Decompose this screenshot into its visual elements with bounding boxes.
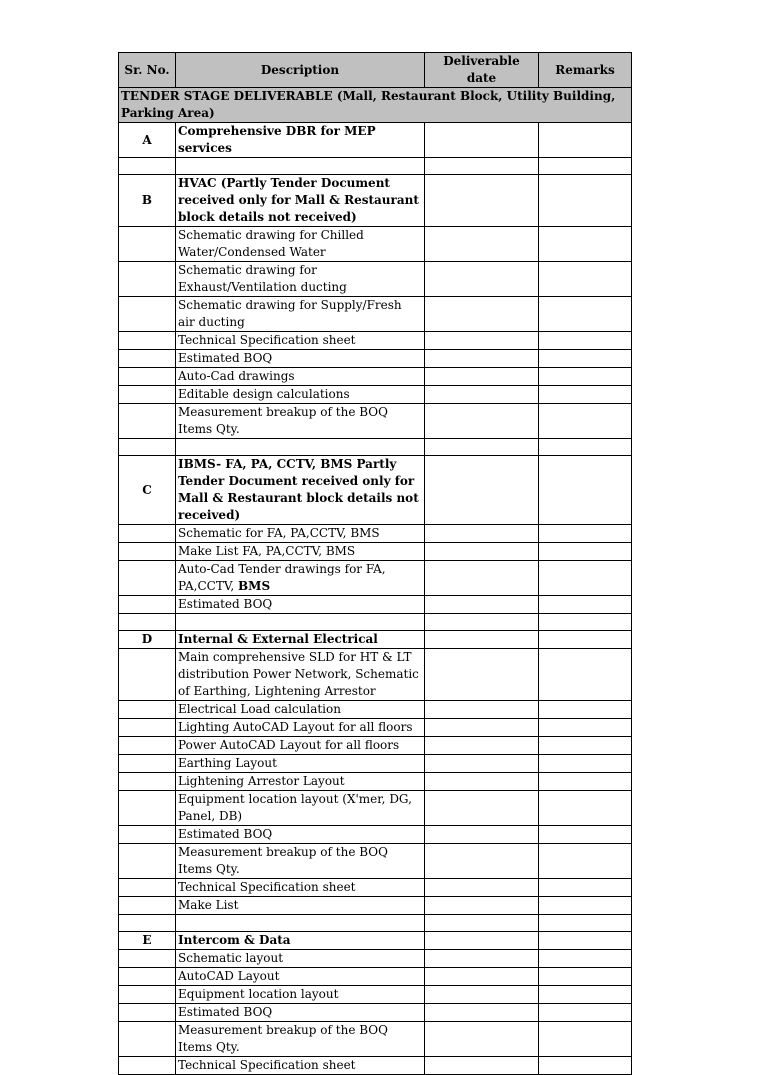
description-cell: Measurement breakup of the BOQ Items Qty.	[176, 1022, 425, 1057]
deliverable-date-cell	[425, 1022, 539, 1057]
remarks-cell	[539, 737, 632, 755]
deliverable-date-cell	[425, 915, 539, 932]
sr-no-cell	[119, 614, 176, 631]
deliverable-date-cell	[425, 543, 539, 561]
table-row	[119, 227, 632, 262]
description-cell: Estimated BOQ	[176, 350, 425, 368]
deliverable-date-cell	[425, 950, 539, 968]
table-row	[119, 1057, 632, 1075]
remarks-cell	[539, 350, 632, 368]
remarks-cell	[539, 844, 632, 879]
deliverable-date-cell	[425, 404, 539, 439]
sr-no-cell	[119, 986, 176, 1004]
table-row	[119, 123, 632, 158]
deliverable-date-cell	[425, 158, 539, 175]
remarks-cell	[539, 1057, 632, 1075]
sr-no-cell	[119, 158, 176, 175]
deliverable-date-cell	[425, 561, 539, 596]
table-row	[119, 297, 632, 332]
deliverable-date-cell	[425, 262, 539, 297]
sr-no-cell	[119, 773, 176, 791]
sr-no-cell	[119, 844, 176, 879]
description-cell: Main comprehensive SLD for HT & LT distribution Power Network, Schematic of Earthing, Lightening Arrestor	[176, 649, 425, 701]
deliverable-date-cell	[425, 649, 539, 701]
sr-no-cell	[119, 1022, 176, 1057]
table-row	[119, 543, 632, 561]
description-cell: Schematic drawing for Chilled Water/Condensed Water	[176, 227, 425, 262]
remarks-cell	[539, 158, 632, 175]
deliverable-date-cell	[425, 439, 539, 456]
table-row	[119, 596, 632, 614]
description-cell: Schematic drawing for Supply/Fresh air ducting	[176, 297, 425, 332]
table-row	[119, 1022, 632, 1057]
description-cell: Technical Specification sheet	[176, 332, 425, 350]
sr-no-cell	[119, 755, 176, 773]
description-cell: Lightening Arrestor Layout	[176, 773, 425, 791]
sr-no-cell	[119, 404, 176, 439]
description-cell: Electrical Load calculation	[176, 701, 425, 719]
description-cell: AutoCAD Layout	[176, 968, 425, 986]
sr-no-cell: C	[119, 456, 176, 525]
sr-no-cell	[119, 525, 176, 543]
description-cell: Intercom & Data	[176, 932, 425, 950]
description-bold-text: BMS	[238, 579, 271, 593]
header-remarks: Remarks	[539, 53, 632, 88]
table-row	[119, 773, 632, 791]
remarks-cell	[539, 968, 632, 986]
description-cell: Technical Specification sheet	[176, 879, 425, 897]
remarks-cell	[539, 297, 632, 332]
sr-no-cell	[119, 897, 176, 915]
description-cell: HVAC (Partly Tender Document received only for Mall & Restaurant block details not received)	[176, 175, 425, 227]
remarks-cell	[539, 791, 632, 826]
deliverable-date-cell	[425, 123, 539, 158]
description-cell: Editable design calculations	[176, 386, 425, 404]
remarks-cell	[539, 332, 632, 350]
remarks-cell	[539, 368, 632, 386]
remarks-cell	[539, 123, 632, 158]
deliverable-date-cell	[425, 386, 539, 404]
sr-no-cell	[119, 1004, 176, 1022]
remarks-cell	[539, 1004, 632, 1022]
remarks-cell	[539, 701, 632, 719]
blank-row	[119, 158, 632, 175]
deliverable-date-cell	[425, 826, 539, 844]
sr-no-cell: B	[119, 175, 176, 227]
sr-no-cell	[119, 649, 176, 701]
blank-row	[119, 915, 632, 932]
table-row	[119, 561, 632, 596]
description-cell: Comprehensive DBR for MEP services	[176, 123, 425, 158]
table-row	[119, 897, 632, 915]
description-cell: Make List	[176, 897, 425, 915]
table-row	[119, 791, 632, 826]
table-row	[119, 737, 632, 755]
description-cell	[176, 439, 425, 456]
description-cell	[176, 614, 425, 631]
description-cell: Estimated BOQ	[176, 1004, 425, 1022]
remarks-cell	[539, 932, 632, 950]
deliverable-date-cell	[425, 614, 539, 631]
description-cell	[176, 561, 425, 596]
remarks-cell	[539, 1022, 632, 1057]
description-cell: Internal & External Electrical	[176, 631, 425, 649]
description-cell: Estimated BOQ	[176, 826, 425, 844]
deliverable-date-cell	[425, 719, 539, 737]
description-cell: Power AutoCAD Layout for all floors	[176, 737, 425, 755]
deliverable-date-cell	[425, 737, 539, 755]
description-cell: Schematic layout	[176, 950, 425, 968]
description-cell: Technical Specification sheet	[176, 1057, 425, 1075]
table-row	[119, 649, 632, 701]
deliverable-date-cell	[425, 368, 539, 386]
sr-no-cell	[119, 915, 176, 932]
remarks-cell	[539, 826, 632, 844]
description-cell	[176, 158, 425, 175]
sr-no-cell	[119, 332, 176, 350]
table-row	[119, 826, 632, 844]
deliverable-date-cell	[425, 986, 539, 1004]
sr-no-cell: E	[119, 932, 176, 950]
sr-no-cell	[119, 227, 176, 262]
sr-no-cell	[119, 262, 176, 297]
description-text: Auto-Cad Tender drawings for FA, PA,CCTV,	[178, 562, 386, 593]
description-cell: Schematic for FA, PA,CCTV, BMS	[176, 525, 425, 543]
sr-no-cell	[119, 968, 176, 986]
table-row	[119, 262, 632, 297]
deliverable-date-cell	[425, 773, 539, 791]
description-cell: Measurement breakup of the BOQ Items Qty.	[176, 404, 425, 439]
deliverable-date-cell	[425, 525, 539, 543]
table-row	[119, 404, 632, 439]
table-row	[119, 879, 632, 897]
sr-no-cell	[119, 297, 176, 332]
deliverable-date-cell	[425, 456, 539, 525]
deliverable-date-cell	[425, 1057, 539, 1075]
deliverable-date-cell	[425, 1004, 539, 1022]
description-cell: Lighting AutoCAD Layout for all floors	[176, 719, 425, 737]
table-row	[119, 1004, 632, 1022]
remarks-cell	[539, 596, 632, 614]
remarks-cell	[539, 614, 632, 631]
remarks-cell	[539, 719, 632, 737]
table-row	[119, 950, 632, 968]
deliverables-table	[118, 52, 632, 1075]
table-row	[119, 350, 632, 368]
blank-row	[119, 439, 632, 456]
table-row	[119, 986, 632, 1004]
sr-no-cell	[119, 1057, 176, 1075]
sr-no-cell	[119, 879, 176, 897]
sr-no-cell	[119, 596, 176, 614]
sr-no-cell	[119, 737, 176, 755]
description-cell: Earthing Layout	[176, 755, 425, 773]
remarks-cell	[539, 386, 632, 404]
table-row	[119, 368, 632, 386]
deliverable-date-cell	[425, 332, 539, 350]
sr-no-cell	[119, 386, 176, 404]
sr-no-cell	[119, 826, 176, 844]
remarks-cell	[539, 404, 632, 439]
description-cell: Equipment location layout	[176, 986, 425, 1004]
table-row	[119, 332, 632, 350]
remarks-cell	[539, 175, 632, 227]
description-cell: Measurement breakup of the BOQ Items Qty.	[176, 844, 425, 879]
table-row	[119, 456, 632, 525]
blank-row	[119, 614, 632, 631]
remarks-cell	[539, 439, 632, 456]
deliverable-date-cell	[425, 897, 539, 915]
remarks-cell	[539, 897, 632, 915]
sr-no-cell: A	[119, 123, 176, 158]
table-row	[119, 932, 632, 950]
description-cell: Schematic drawing for Exhaust/Ventilation ducting	[176, 262, 425, 297]
deliverable-date-cell	[425, 879, 539, 897]
sr-no-cell	[119, 701, 176, 719]
table-body	[119, 88, 632, 1075]
table-row	[119, 701, 632, 719]
description-cell: IBMS- FA, PA, CCTV, BMS Partly Tender Document received only for Mall & Restaurant block details not received)	[176, 456, 425, 525]
table-row	[119, 175, 632, 227]
deliverable-date-cell	[425, 755, 539, 773]
deliverable-date-cell	[425, 175, 539, 227]
remarks-cell	[539, 227, 632, 262]
deliverable-date-cell	[425, 297, 539, 332]
header-deliverable-date: Deliverable date	[425, 53, 539, 88]
header-description: Description	[176, 53, 425, 88]
table-row	[119, 525, 632, 543]
sr-no-cell	[119, 350, 176, 368]
remarks-cell	[539, 456, 632, 525]
description-cell: Auto-Cad drawings	[176, 368, 425, 386]
table-row	[119, 755, 632, 773]
remarks-cell	[539, 525, 632, 543]
sr-no-cell	[119, 719, 176, 737]
sr-no-cell: D	[119, 631, 176, 649]
remarks-cell	[539, 631, 632, 649]
remarks-cell	[539, 879, 632, 897]
description-cell: Equipment location layout (X'mer, DG, Panel, DB)	[176, 791, 425, 826]
header-row	[119, 53, 632, 88]
deliverable-date-cell	[425, 596, 539, 614]
table-row	[119, 968, 632, 986]
deliverable-date-cell	[425, 227, 539, 262]
remarks-cell	[539, 755, 632, 773]
table-row	[119, 844, 632, 879]
sr-no-cell	[119, 368, 176, 386]
table-row	[119, 719, 632, 737]
remarks-cell	[539, 773, 632, 791]
sr-no-cell	[119, 950, 176, 968]
deliverable-date-cell	[425, 350, 539, 368]
remarks-cell	[539, 986, 632, 1004]
section-title-row	[119, 88, 632, 123]
deliverable-date-cell	[425, 701, 539, 719]
sr-no-cell	[119, 543, 176, 561]
table-row	[119, 631, 632, 649]
description-cell: Make List FA, PA,CCTV, BMS	[176, 543, 425, 561]
remarks-cell	[539, 950, 632, 968]
remarks-cell	[539, 649, 632, 701]
sr-no-cell	[119, 791, 176, 826]
remarks-cell	[539, 561, 632, 596]
deliverable-date-cell	[425, 844, 539, 879]
remarks-cell	[539, 915, 632, 932]
deliverable-date-cell	[425, 631, 539, 649]
sr-no-cell	[119, 439, 176, 456]
deliverable-date-cell	[425, 932, 539, 950]
remarks-cell	[539, 543, 632, 561]
description-cell: Estimated BOQ	[176, 596, 425, 614]
header-sr-no: Sr. No.	[119, 53, 176, 88]
section-title: TENDER STAGE DELIVERABLE (Mall, Restaurant Block, Utility Building, Parking Area)	[119, 88, 632, 123]
sr-no-cell	[119, 561, 176, 596]
deliverable-date-cell	[425, 968, 539, 986]
table-row	[119, 386, 632, 404]
deliverable-date-cell	[425, 791, 539, 826]
remarks-cell	[539, 262, 632, 297]
description-cell	[176, 915, 425, 932]
